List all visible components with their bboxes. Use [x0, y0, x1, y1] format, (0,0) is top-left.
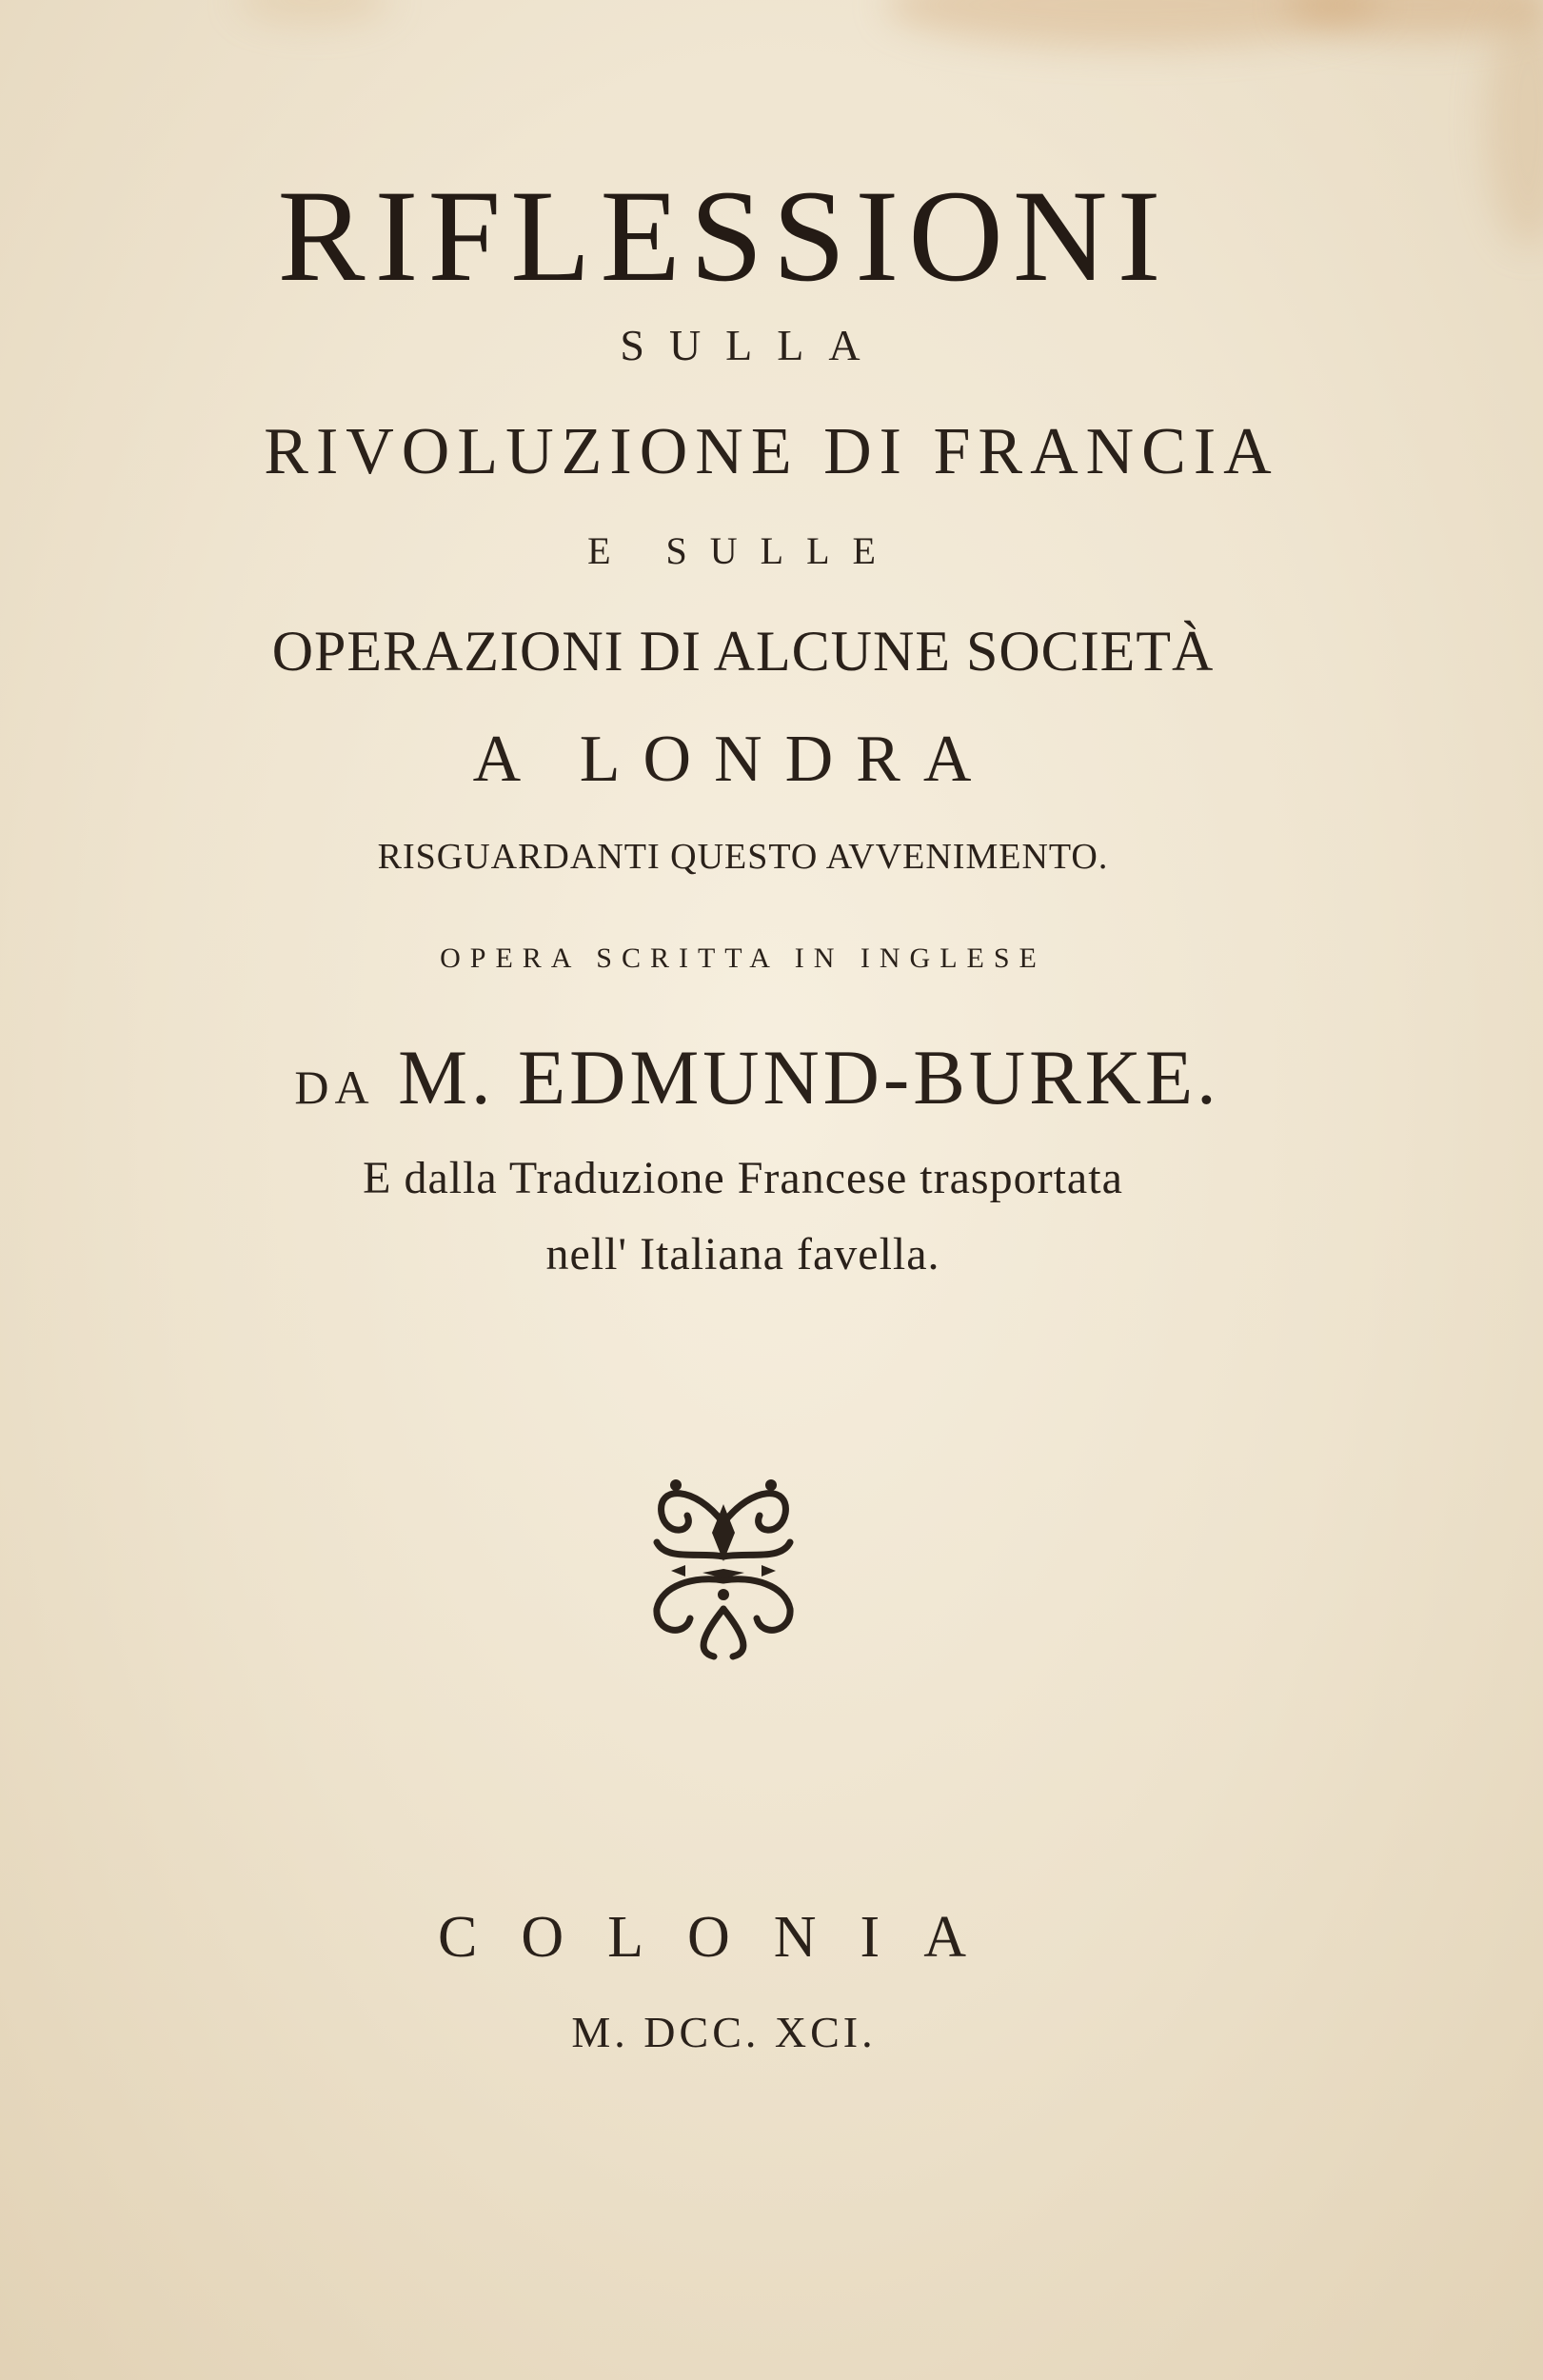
paper-stain — [238, 0, 390, 24]
title-line-operazioni: OPERAZIONI DI ALCUNE SOCIETÀ — [271, 620, 1215, 683]
translation-line-2: nell' Italiana favella. — [545, 1229, 940, 1279]
attribution-opera: OPERA SCRITTA IN INGLESE — [440, 942, 1046, 974]
imprint-date: M. DCC. XCI. — [571, 2008, 877, 2056]
book-title: RIFLESSIONI — [277, 163, 1171, 308]
printers-fleuron-icon — [628, 1466, 819, 1666]
imprint-place: COLONIA — [438, 1905, 1010, 1970]
title-line-sulla: SULLA — [620, 321, 885, 369]
title-line-rivoluzione: RIVOLUZIONE DI FRANCIA — [264, 415, 1279, 488]
title-line-e-sulle: E SULLE — [587, 529, 899, 572]
author-name: M. EDMUND-BURKE. — [398, 1034, 1220, 1121]
author-prefix: DA — [294, 1061, 375, 1114]
translation-line-1: E dalla Traduzione Francese trasportata — [363, 1153, 1123, 1203]
author-line — [0, 1033, 1529, 1122]
title-line-londra: A LONDRA — [472, 723, 995, 796]
title-line-risguardanti: RISGUARDANTI QUESTO AVVENIMENTO. — [377, 837, 1109, 877]
